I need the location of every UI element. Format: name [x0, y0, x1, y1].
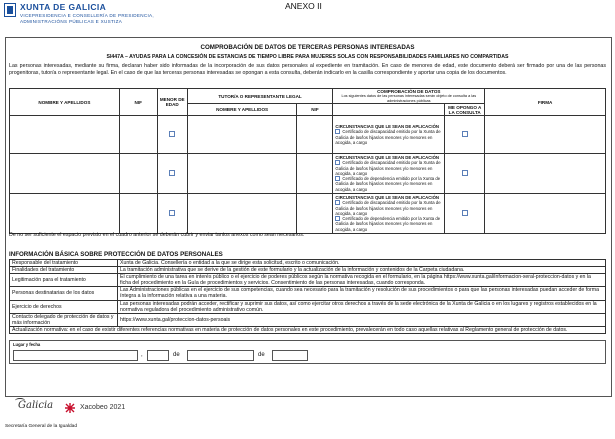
space-note: De no ser suficiente el espacio previsto en el cuadro anterior se deberán cubrir y enviar tantos anexos como sean necesarios.: [9, 232, 305, 238]
gdpr-value: Las personas interesadas podrán acceder, rectificar y suprimir sus datos, así como ejercitar otros derechos a través de la sede electrónica de la Xunta de Galicia o en los lugares y registros establecidos en la normativa reguladora del procedimiento administrativo común.: [118, 300, 606, 313]
gdpr-value: Xunta de Galicia. Consellería o entidad a la que se dirige esta solicitud, escrito o comunicación.: [118, 260, 606, 267]
gdpr-value: Las Administraciones públicas en el ejercicio de sus competencias, cuando sea necesario para la tramitación y resolución de sus procedimientos o para que las personas interesadas puedan acceder de forma íntegra a la información relativa a una materia.: [118, 287, 606, 300]
de-sep-1: de: [173, 352, 180, 358]
minor-checkbox[interactable]: [169, 131, 175, 137]
circumstances-cell: [333, 154, 445, 194]
xunta-logo-icon: [4, 3, 16, 17]
check-title: COMPROBACIÓN DE DATOS: [377, 89, 441, 94]
org-name: XUNTA DE GALICIA: [20, 2, 107, 12]
gdpr-key: Legitimación para el tratamiento: [10, 274, 118, 287]
galicia-logo: Galicia: [18, 400, 54, 411]
org-line-1: VICEPRESIDENCIA E CONSELLERÍA DE PRESIDENCIA,: [20, 13, 154, 18]
signature-cell[interactable]: [485, 154, 606, 194]
gdpr-key: Personas destinatarias de los datos: [10, 287, 118, 300]
nif-cell[interactable]: [119, 154, 157, 194]
table-row: [10, 116, 606, 154]
name-cell[interactable]: [10, 194, 120, 234]
table-row: [10, 287, 606, 300]
annex-label: ANEXO II: [285, 1, 322, 11]
table-row: [10, 326, 606, 333]
name-cell[interactable]: [10, 116, 120, 154]
year-input[interactable]: [272, 350, 308, 361]
form-subtitle: SI447A – AYUDAS PARA LA CONCESIÓN DE ESTANCIAS DE TIEMPO LIBRE PARA MUJERES SOLAS CON RESPONSABILIDADES FAMILIARES NO COMPARTIDAS: [106, 54, 509, 60]
check-subtitle: Los siguientes datos de las personas interesadas serán objeto de consulta a las administraciones públicas: [341, 94, 477, 103]
signature-cell[interactable]: [485, 194, 606, 234]
circ-item: Certificado de discapacidad emitido por la Xunta de Galicia de las/los hijas/os menores y/o menores en acogida, a cargo: [335, 200, 441, 216]
circumstances-cell: [333, 116, 445, 154]
place-date-label: Lugar y fecha: [13, 342, 41, 347]
table-row: [10, 260, 606, 267]
table-row: [10, 154, 606, 194]
oppose-checkbox[interactable]: [462, 210, 468, 216]
oppose-checkbox[interactable]: [462, 170, 468, 176]
gdpr-value: https://www.xunta.gal/proteccion-datos-persoais: [118, 313, 606, 326]
col-check-header: [333, 89, 485, 104]
xacobeo-logo: Xacobeo 2021: [80, 404, 126, 411]
col-name-header: NOMBRE Y APELLIDOS: [10, 89, 120, 116]
table-row: [10, 313, 606, 326]
signature-cell[interactable]: [485, 116, 606, 154]
xacobeo-icon: [64, 402, 76, 414]
col-tutor-header: TUTOR/A O REPRESENTANTE LEGAL: [187, 89, 333, 104]
de-sep-2: de: [258, 352, 265, 358]
tutor-name-cell[interactable]: [187, 116, 297, 154]
oppose-checkbox[interactable]: [462, 131, 468, 137]
gdpr-key: Responsable del tratamiento: [10, 260, 118, 267]
page-header: [0, 0, 615, 30]
col-signature-header: FIRMA: [485, 89, 606, 116]
minor-checkbox[interactable]: [169, 210, 175, 216]
gdpr-table: [9, 259, 606, 334]
persons-table: [9, 88, 606, 234]
col-tutor-name-header: NOMBRE Y APELLIDOS: [187, 104, 297, 116]
gdpr-key: Contacto delegado de protección de datos y más información: [10, 313, 118, 326]
tutor-name-cell[interactable]: [187, 154, 297, 194]
table-row: [10, 267, 606, 274]
org-line-2: ADMINISTRACIÓNS PÚBLICAS E XUSTIZA: [20, 19, 123, 24]
nif-cell[interactable]: [119, 194, 157, 234]
tutor-nif-cell[interactable]: [297, 116, 333, 154]
circumstances-cell: [333, 194, 445, 234]
intro-text: Las personas interesadas, mediante su firma, declaran haber sido informadas de la incorporación de sus datos personales al expediente en tramitación. En caso de menores de edad, este documento deberá ser firmado por una de las personas progenitoras, tutor/a o representante legal. En el caso de que las terceras personas interesadas se opongan a esta consulta, deberán indicarlo en la casilla correspondiente y aportar una copia de los documentos.: [9, 63, 606, 76]
table-row: [10, 300, 606, 313]
col-oppose-header: ME OPONGO A LA CONSULTA: [445, 104, 485, 116]
table-row: [10, 274, 606, 287]
circ-heading: CIRCUNSTANCIAS QUE LE SEAN DE APLICACIÓN: [335, 195, 440, 201]
form-title: COMPROBACIÓN DE DATOS DE TERCERAS PERSONAS INTERESADAS: [200, 44, 415, 51]
gdpr-key: Finalidades del tratamiento: [10, 267, 118, 274]
department-name: Secretaría General de la Igualdad: [5, 424, 78, 429]
circ-item: Certificado de dependencia emitido por la Xunta de Galicia de las/los hijas/os menores y/o menores en acogida, a cargo: [335, 176, 441, 192]
month-input[interactable]: [187, 350, 254, 361]
table-row: [10, 194, 606, 234]
circ-item: Certificado de dependencia emitido por la Xunta de Galicia de las/los hijas/os menores y/o menores en acogida, a cargo: [335, 216, 441, 232]
name-cell[interactable]: [10, 154, 120, 194]
circ-heading: CIRCUNSTANCIAS QUE LE SEAN DE APLICACIÓN: [335, 124, 440, 130]
circ-item: Certificado de discapacidad emitido por la Xunta de Galicia de las/los hijas/os menores y/o menores en acogida, a cargo: [335, 129, 441, 145]
circ-item: Certificado de discapacidad emitido por la Xunta de Galicia de las/los hijas/os menores y/o menores en acogida, a cargo: [335, 160, 441, 176]
tutor-nif-cell[interactable]: [297, 154, 333, 194]
gdpr-value: El cumplimiento de una tarea en interés público o el ejercicio de poderes públicos según la normativa recogida en el formulario, en la página https://www.xunta.gal/informacion-xeral-proteccion-datos y en la ficha del procedimiento en la Guía de procedimientos y servicios. Consentimiento de las personas interesadas, cuando corresponda.: [118, 274, 606, 287]
col-minor-header: MENOR DE EDAD: [157, 89, 187, 116]
gdpr-footnote: Actualización normativa: en el caso de existir diferentes referencias normativas en materia de protección de datos personales en este procedimiento, prevalecerán en todo caso aquellas relativas al Reglamento general de protección de datos.: [10, 326, 606, 333]
place-date-section: [9, 340, 606, 364]
nif-cell[interactable]: [119, 116, 157, 154]
minor-checkbox[interactable]: [169, 170, 175, 176]
tutor-nif-cell[interactable]: [297, 194, 333, 234]
tutor-name-cell[interactable]: [187, 194, 297, 234]
col-tutor-nif-header: NIF: [297, 104, 333, 116]
day-input[interactable]: [147, 350, 169, 361]
gdpr-key: Ejercicio de derechos: [10, 300, 118, 313]
place-input[interactable]: [13, 350, 138, 361]
gdpr-title: INFORMACIÓN BÁSICA SOBRE PROTECCIÓN DE DATOS PERSONALES: [9, 251, 606, 260]
comma-sep: ,: [141, 352, 143, 358]
gdpr-value: La tramitación administrativa que se derive de la gestión de este formulario y la actualización de la información y contenidos de la Carpeta ciudadana.: [118, 267, 606, 274]
col-nif-header: NIF: [119, 89, 157, 116]
circ-heading: CIRCUNSTANCIAS QUE LE SEAN DE APLICACIÓN: [335, 155, 440, 161]
